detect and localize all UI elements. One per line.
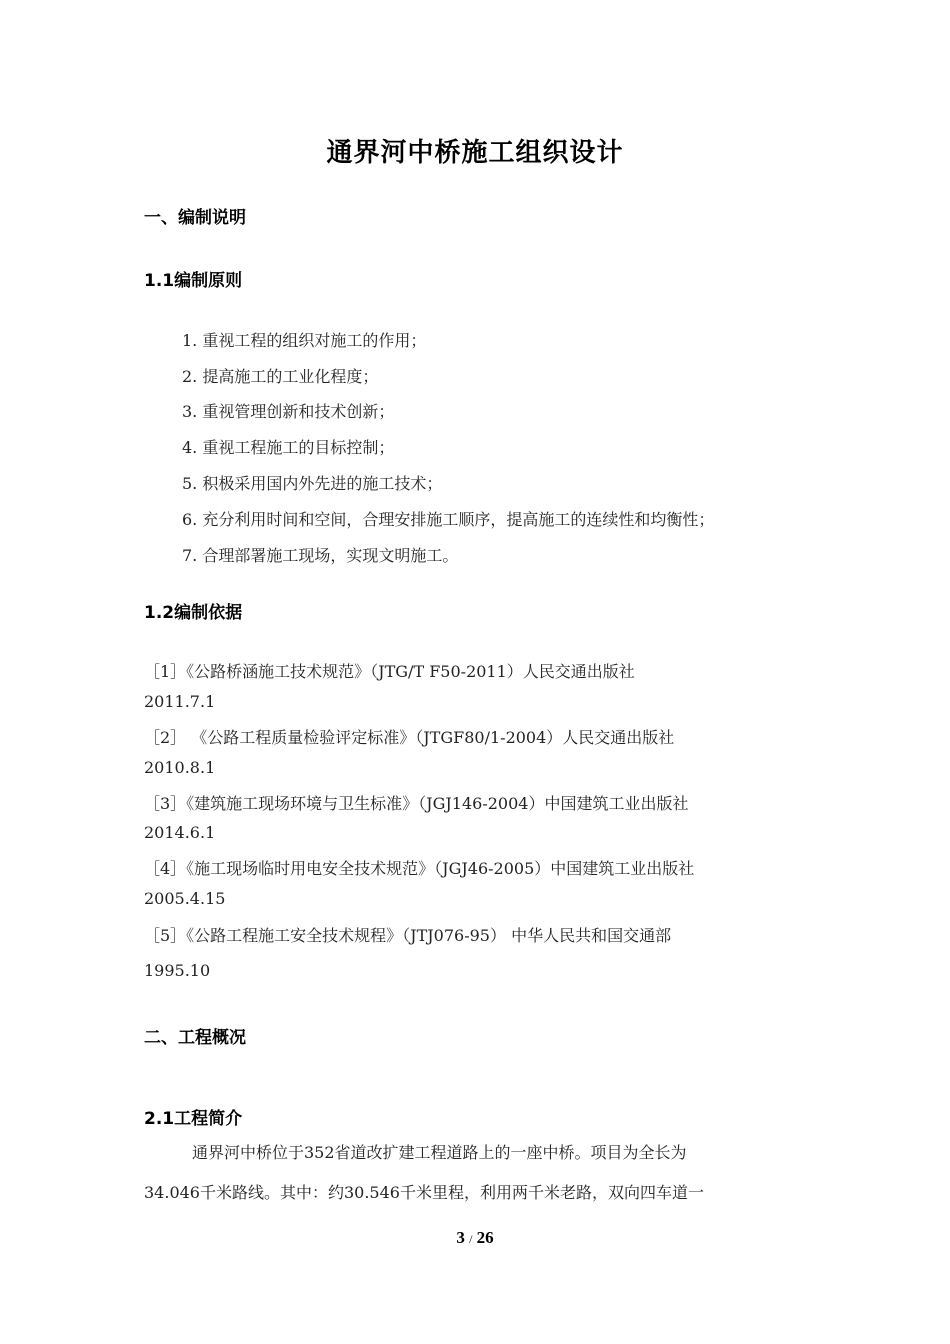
principle-item: 4. 重视工程施工的目标控制；	[182, 438, 395, 457]
subsection-heading-1-2: 1.2编制依据	[144, 603, 243, 623]
paragraph-line: 34.046千米路线。其中：约30.546千米里程，利用两千米老路，双向四车道一	[144, 1183, 704, 1202]
paragraph-line: 通界河中桥位于352省道改扩建工程道路上的一座中桥。项目为全长为	[192, 1143, 687, 1162]
subsection-heading-2-1: 2.1工程简介	[144, 1109, 243, 1129]
reference-date: 2011.7.1	[144, 692, 216, 711]
page-total: 26	[476, 1228, 494, 1247]
principle-item: 1. 重视工程的组织对施工的作用；	[182, 331, 427, 350]
reference-date: 2014.6.1	[144, 823, 216, 842]
reference-date: 2010.8.1	[144, 758, 216, 777]
reference-date: 1995.10	[144, 961, 211, 980]
page-separator: /	[469, 1232, 473, 1246]
principle-item: 2. 提高施工的工业化程度；	[182, 367, 379, 386]
section-heading-1: 一、编制说明	[144, 208, 246, 228]
section-heading-2: 二、工程概况	[144, 1028, 246, 1048]
principle-item: 6. 充分利用时间和空间，合理安排施工顺序，提高施工的连续性和均衡性；	[182, 510, 715, 529]
reference-line: ［2］ 《公路工程质量检验评定标准》（JTGF80/1-2004）人民交通出版社	[144, 728, 675, 747]
principle-item: 5. 积极采用国内外先进的施工技术；	[182, 474, 443, 493]
reference-line: ［5］《公路工程施工安全技术规程》（JTJ076-95） 中华人民共和国交通部	[144, 926, 672, 945]
reference-line: ［1］《公路桥涵施工技术规范》（JTG/T F50-2011）人民交通出版社	[144, 662, 635, 681]
document-title: 通界河中桥施工组织设计	[326, 138, 624, 168]
principle-item: 3. 重视管理创新和技术创新；	[182, 402, 395, 421]
page-number	[0, 1228, 950, 1248]
reference-date: 2005.4.15	[144, 889, 226, 908]
principle-item: 7. 合理部署施工现场，实现文明施工。	[182, 546, 459, 565]
reference-line: ［3］《建筑施工现场环境与卫生标准》（JGJ146-2004）中国建筑工业出版社	[144, 794, 689, 813]
page-current: 3	[456, 1228, 465, 1247]
reference-line: ［4］《施工现场临时用电安全技术规范》（JGJ46-2005）中国建筑工业出版社	[144, 859, 695, 878]
subsection-heading-1-1: 1.1编制原则	[144, 271, 243, 291]
